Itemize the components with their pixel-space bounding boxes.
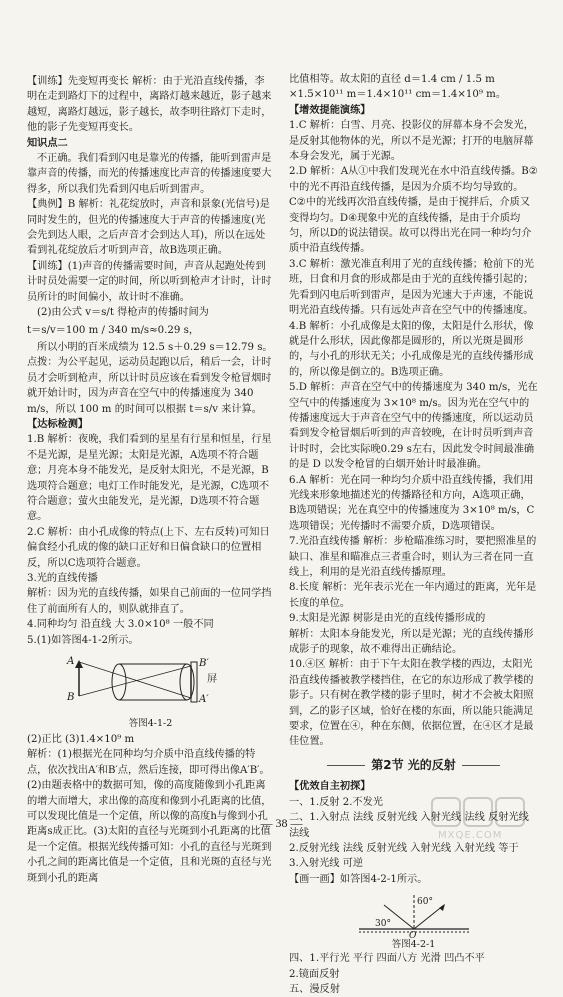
continued-ratio-text: 比值相等。故太阳的直径 d＝1.4 cm / 1.5 m ×1.5×10¹¹ m＝1.4×10¹¹ cm＝1.4×10⁹ m。 <box>289 74 507 101</box>
watermark-text: MXQE.COM <box>438 830 503 841</box>
angle-30-label: 30° <box>375 919 391 930</box>
figure-4-2-1 <box>289 891 538 949</box>
answer-q4: 4.同种均匀 沿直线 大 3.0×10⁸ 一般不同 <box>27 619 214 631</box>
figure-4-1-2 <box>27 652 274 730</box>
answer-s6: 2.镜面反射 <box>289 968 340 980</box>
box-back-ellipse <box>180 664 194 700</box>
knowledge-point-2-title: 知识点二 <box>27 137 68 149</box>
answer-q5: 5.(1)如答图4-1-2所示。 <box>27 634 139 646</box>
answer-r3: 3.C 解析：激光准直利用了光的直线传播；枪前下的光班，日食和月食的形成都是由于光的直线传播引起的；先看到闪电后听到雷声，是因为光速大于声速，不能说明光沿直线传播。只有远处声音在空气中的传播速度。 <box>289 258 534 317</box>
answer-r1: 1.C 解析：白雪、月亮、投影仪的屏幕本身不会发光，是反射其他物体的光，所以不是光源；打开的电脑屏幕本身会发光，属于光源。 <box>289 120 534 163</box>
training-answer-2: 【训练】(1)声音的传播需要时间，声音从起跑处传到计时员处需要一定的时间，所以听到枪声才计时，计时员所计的时间偏小，故计时不准确。 <box>27 260 272 303</box>
knowledge-point-2-text: 不正确。我们看到闪电是靠光的传播，能听到雷声是靠声音的传播，而光的传播速度比声音的传播速度要大得多，所以我们先看到闪电后听到雷声。 <box>27 153 272 195</box>
answer-q3: 3.光的直线传播 <box>27 573 98 584</box>
answer-q5-part2: (2)正比 (3)1.4×10⁹ m <box>27 734 135 746</box>
ray-1 <box>79 662 191 698</box>
figure-4-2-1-caption: 答图4-2-1 <box>391 939 436 951</box>
answer-r2: 2.D 解析：A从①中我们发现光在水中沿直线传播。B②中的光不再沿直线传播，是因为介质不均匀导致的。C②中的光线再次沿直线传播，是由于搅拌后，介质又变得均匀。D④现象中光的直线传播，是由于介质均匀，所以D的说法错误。故可以得出光在同一种均匀介质中沿直线传播。 <box>289 166 538 255</box>
self-study-title: 【优效自主初探】 <box>289 781 371 793</box>
answer-s2: 二、1.入射点 法线 反射光线 入射光线 法线 反射光线 法线 <box>289 812 529 839</box>
section-title-2 <box>289 758 538 773</box>
label-B-prime: B′ <box>199 658 209 670</box>
result-text: 所以小明的百米成绩为 12.5 s＋0.29 s＝12.79 s。 <box>37 341 273 353</box>
answer-s1: 一、1.反射 2.不发光 <box>289 796 383 808</box>
answer-q3-explain: 解析：因为光的直线传播，如果自己前面的一位同学挡住了前面所有人的，则队就排直了。 <box>27 588 272 615</box>
section-title-text: 第2节 光的反射 <box>371 757 456 772</box>
figure-4-1-2-caption: 答图4-1-2 <box>128 718 173 730</box>
answer-r7: 7.光沿直线传播 解析：步枪瞄准练习时，要把照准星的缺口、准星和瞄准点三者重合时，则认为三者在同一直线上，利用的是光沿直线传播原理。 <box>289 536 537 578</box>
object-arrow-head <box>75 660 83 668</box>
right-column <box>289 72 538 997</box>
answer-s4: 3.入射光线 可逆 <box>289 858 364 870</box>
label-B: B <box>67 692 75 704</box>
answer-q2: 2.C 解析：由小孔成像的特点(上下、左右反转)可知日偏食经小孔成的像的缺口正好和日偏食缺口的位置相反，所以C选项符合题意。 <box>27 526 270 569</box>
pinhole-diagram <box>27 652 274 716</box>
left-column <box>27 74 274 886</box>
title-bar-left <box>327 765 365 766</box>
answer-r8: 8.长度 解析：光年表示光在一年内通过的距离，光年是长度的单位。 <box>289 582 537 609</box>
typical-example-answer: 【典例】B 解析：礼花绽放时，声音和景象(光信号)是同时发生的，但光的传播速度大于声音的传播速度(光会先到达人眼，之后声音才会到达人耳)，所以在远处看到礼花绽放后才听到声音，故B选项正确。 <box>27 199 270 257</box>
answer-r5: 5.D 解析：声音在空气中的传播速度为 340 m/s，光在空气中的传播速度为 3×10⁸ m/s。因为光在空气中的传播速度远大于声音在空气中的传播速度，所以运动员看到发令枪冒烟后听到的声音较晚，在计时员听到声音计时时，会比实际晚0.29 s左右，因此发令时间最准确的是 D 以发令枪冒的白烟开始计时最准确。 <box>289 382 538 471</box>
title-bar-right <box>462 765 500 766</box>
page-number: — 38 — <box>260 816 303 830</box>
formula-intro: (2)由公式 v＝s/t 得枪声的传播时间为 <box>37 307 209 319</box>
hint-text: 点拨：为公平起见，运动员起跑以后，稍后一会，计时员才会听到枪声，所以计时员应该在看到发令枪冒烟时就开始计时，因为声音在空气中的传播速度为 340 m/s，所以 100 m 的时间可以根据 t＝s/v 来计算。 <box>27 357 272 415</box>
answer-r9-explain: 解析：太阳本身能发光，所以是光源；光的直线传播形成影子的现象，故不难得出正确结论。 <box>289 628 534 656</box>
answer-s3: 2.反射光线 法线 反射光线 入射光线 入射光线 等于 <box>289 842 519 854</box>
angle-60-label: 60° <box>417 897 433 908</box>
training-answer-1: 【训练】先变短再变长 解析：由于光沿直线传播，李明在走到路灯下的过程中，离路灯越来越近，影子越来越短，离路灯越远，影子越长，故李明往路灯下走时，他的影子先变短再变长。 <box>27 76 272 134</box>
label-A-prime: A′ <box>199 694 209 706</box>
formula-time: t＝s/v＝100 m / 340 m/s≈0.29 s， <box>27 324 200 336</box>
point-O-label: O <box>409 931 417 942</box>
answer-r10: 10.④区 解析：由于下午太阳在教学楼的西边，太阳光沿直线传播被教学楼挡住，在它的东边形成了教学楼的影子。只有树在教学楼的影子里时，树才不会被太阳照到，乙的影子区域，恰好在楼的东面，所以能只能满足要求，位置在④，种在东侧，依据位置，在④区才是最佳位置。 <box>289 659 534 748</box>
standard-test-title: 【达标检测】 <box>27 418 89 430</box>
enhance-practice-title: 【增效提能演练】 <box>289 104 371 116</box>
ray-2 <box>79 666 191 696</box>
answer-q1: 1.B 解析：夜晚，我们看到的星星有行星和恒星，行星不是光源，是星光源；太阳是光源，A选项不符合题意；月亮本身不能发光，是反射太阳光，不是光源，B选项符合题意；电灯工作时能发光，是光源，C选项不符合题意；萤火虫能发光，是光源，D选项不符合题意。 <box>27 434 272 523</box>
reflected-arrow <box>439 904 445 911</box>
watermark-logo <box>430 796 550 840</box>
answer-r4: 4.B 解析：小孔成像是太阳的像，太阳是什么形状，像就是什么形状，因此像都是圆形的，所以光斑是圆形的，与小孔的形状无关；小孔成像是光的直线传播形成的，所以像是倒立的。B选项正确。 <box>289 320 534 378</box>
answer-s5: 四、1.平行光 平行 四面八方 光滑 凹凸不平 <box>289 953 485 965</box>
answer-r9: 9.太阳是光源 树影是由光的直线传播形成的 <box>289 613 486 625</box>
answer-r6: 6.A 解析：光在同一种均匀介质中沿直线传播，我们用光线来形象地描述光的传播路径和方向，A选项正确，B选项错误；光在真空中的传播速度为 3×10⁸ m/s，C选项错误；光传播时不需要介质，D选项错误。 <box>289 474 535 532</box>
draw-prompt: 【画一画】如答图4-2-1所示。 <box>289 873 428 885</box>
label-screen: 屏 <box>207 674 218 686</box>
watermark-graphic <box>430 796 550 830</box>
box-front-ellipse <box>112 664 126 700</box>
answer-s7: 五、漫反射 <box>289 983 340 995</box>
label-A: A <box>67 656 75 668</box>
answer-q5-explain: 解析：(1)根据光在同种均匀介质中沿直线传播的特点，依次找出A′和B′点，然后连接，即可得出像A′B′。(2)由题表格中的数据可知，像的高度随像到小孔距离的增大而增大，求出像的高度和像到小孔距离的比值，可以发现比值是一个定值，所以像的高度h与像到小孔距离s成正比。(3)太阳的直径与光斑到小孔距离的比值是一个定值。根据光线传播可知：小孔的直径与光斑到小孔之间的距离比值是一个定值，且和光斑的直径与光斑到小孔的距离 <box>27 749 272 884</box>
